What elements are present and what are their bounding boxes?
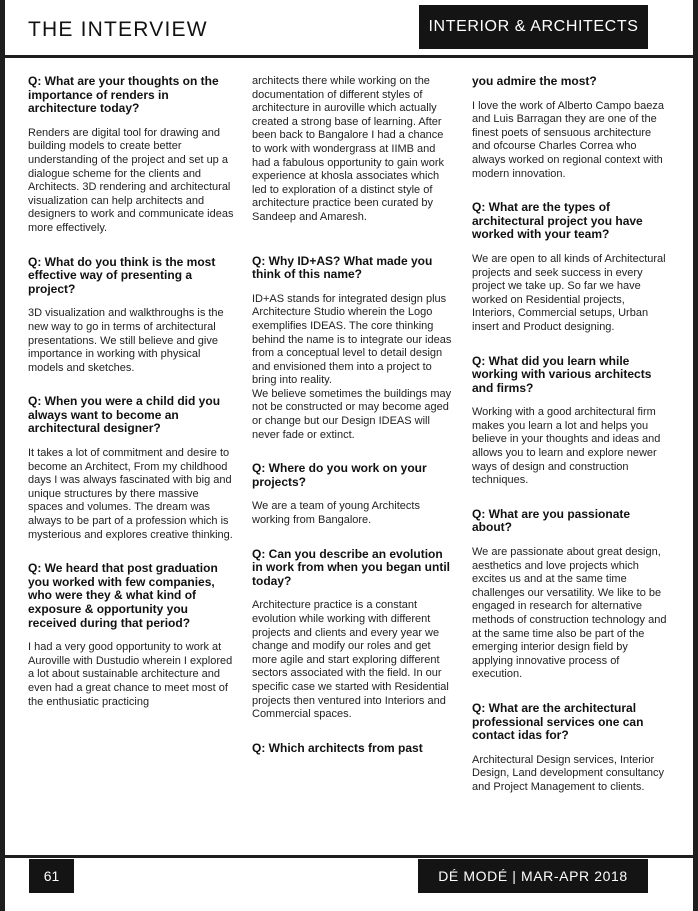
question: Q: What do you think is the most effective way of presenting a project?: [28, 254, 216, 296]
answer: It takes a lot of commitment and desire to become an Architect, From my childhood days I was always fascinated with big and unique structures by there massive spaces and volumes. The dream was always to be part of a profession which is mysterious and explores creative thinking.: [28, 447, 233, 541]
section-label: INTERIOR & ARCHITECTS: [419, 5, 648, 49]
answer: We are passionate about great design, aesthetics and love projects which excites us and at the same time challenges our versatility. We like to be engaged in research for alternative methods of construction technology and at the same time also be part of the emerging interior design field by applying innovative process of execution.: [472, 546, 667, 681]
question: Q: Can you describe an evolution in work from when you began until today?: [252, 546, 451, 588]
answer: Architectural Design services, Interior Design, Land development consultancy and Project Management to clients.: [472, 753, 665, 793]
question: Q: Which architects from past: [252, 740, 423, 755]
question: Q: What did you learn while working with various architects and firms?: [472, 353, 652, 395]
question: Q: Where do you work on your projects?: [252, 461, 427, 489]
header-divider: [0, 55, 698, 58]
question: Q: What are you passionate about?: [472, 506, 631, 535]
right-border: [693, 0, 698, 911]
page-title: THE INTERVIEW: [28, 18, 208, 41]
column-1: [28, 75, 234, 709]
question-continued: you admire the most?: [472, 74, 597, 88]
question: Q: We heard that post graduation you worked with few companies, who were they & what kind of exposure & opportunity you received during that period?: [28, 561, 218, 630]
answer: I love the work of Alberto Campo baeza and Luis Barragan they are one of the finest poets of sensuous architecture and ofcourse Charles Correa who always worked on regional context with modern innovation.: [472, 99, 664, 180]
answer: We are a team of young Architects working from Bangalore.: [252, 500, 420, 527]
question: Q: What are the types of architectural project you have worked with your team?: [472, 200, 643, 242]
question: Q: What are your thoughts on the importance of renders in architecture today?: [28, 74, 219, 116]
answer: ID+AS stands for integrated design plus Architecture Studio wherein the Logo exemplifies IDEAS. The core thinking behind the name is to integrate our ideas from a conceptual level to detail design and envisioned them into a project to bring into reality.: [252, 292, 452, 387]
answer: 3D visualization and walkthroughs is the new way to go in terms of architectural presentations. We still believe and give importance in working with physical models and sketches.: [28, 307, 224, 374]
left-border: [0, 0, 5, 911]
answer: Renders are digital tool for drawing and building models to create better understanding of the project and set up a dialogue scheme for the clients and Architects. 3D rendering and architectural visualization can help architects and designers to work and communicate ideas more effectively.: [28, 126, 234, 234]
answer: We are open to all kinds of Architectural projects and seek success in every project we take up. So far we have worked on Residential projects, Interiors, Commercial setups, Urban insert and Product designing.: [472, 252, 666, 333]
answer: Architecture practice is a constant evolution while working with different projects and clients and every year we change and modify our roles and get more agile and start exploring different sectors associated with the field. In our specific case we started with Residential projects then ventured into Interiors and Commercial spaces.: [252, 599, 449, 721]
question: Q: When you were a child did you always want to become an architectural designer?: [28, 394, 221, 436]
column-2: [252, 75, 452, 755]
page-number: 61: [29, 859, 74, 893]
footer-divider: [0, 855, 698, 858]
publication-label: DÉ MODÉ | MAR-APR 2018: [418, 859, 648, 893]
column-3: [472, 75, 668, 795]
answer: I had a very good opportunity to work at Auroville with Dustudio wherein I explored a lot about sustainable architecture and even had a great chance to meet most of the enthusiatic practicing: [28, 641, 233, 708]
answer: We believe sometimes the buildings may not be constructed or may become aged or change but our Design IDEAS will never fade or extinct.: [252, 387, 452, 441]
question: Q: What are the architectural professional services one can contact idas for?: [472, 700, 644, 743]
question: Q: Why ID+AS? What made you think of this name?: [252, 253, 433, 282]
answer-continued: architects there while working on the documentation of different styles of architecture in auroville which actually created a strong base of learning. After been back to Bangalore I had a chance to work with wondergrass at IIMB and had a fabulous opportunity to gain work experience at khosla associates which led to exploration of a distinct style of architecture practice been curated by Sandeep and Amaresh.: [252, 75, 445, 223]
answer: Working with a good architectural firm makes you learn a lot and helps you believe in your thoughts and ideas and allows you to learn and explore newer ways of design and construction techniques.: [472, 406, 661, 487]
